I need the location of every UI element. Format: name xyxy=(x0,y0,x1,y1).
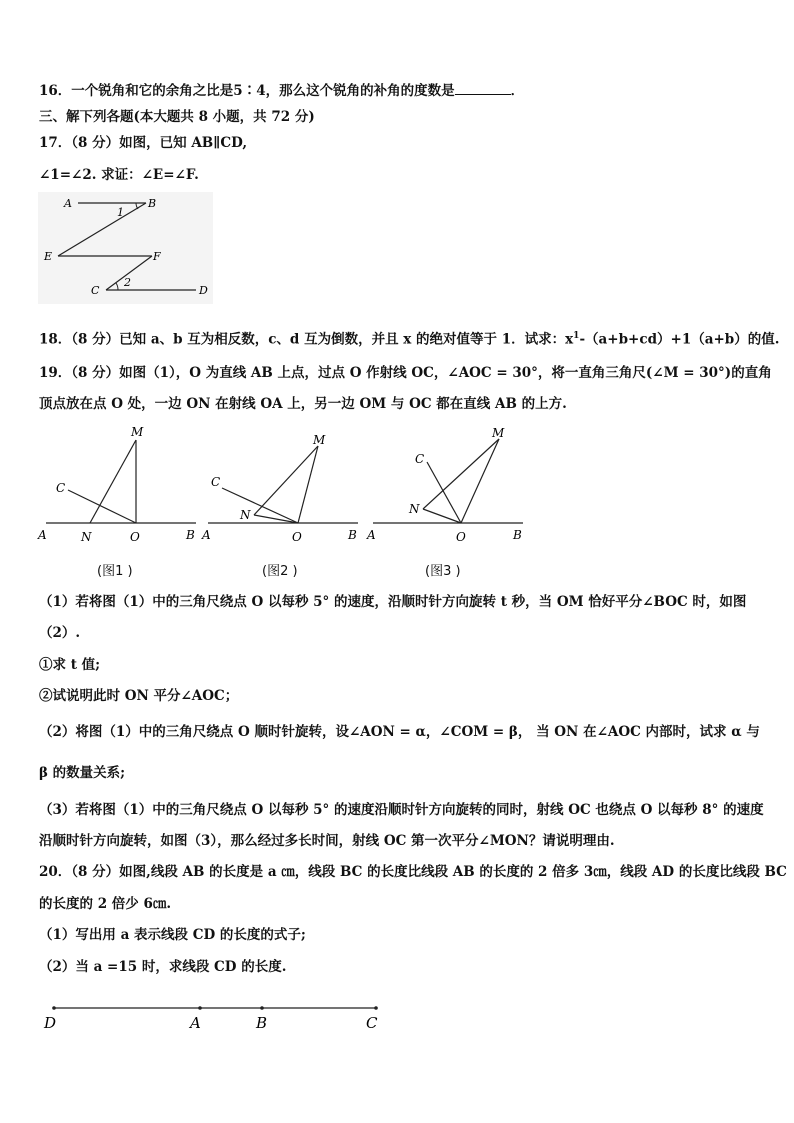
question-18 xyxy=(39,327,779,349)
question-16 xyxy=(39,82,524,100)
question-20-part1: （1）写出用 a 表示线段 CD 的长度的式子; xyxy=(39,927,306,943)
fig1-label-B: B xyxy=(186,528,195,542)
answer-blank xyxy=(455,82,511,95)
caption-fig3: (图3 ) xyxy=(425,564,461,579)
caption-fig2: (图2 ) xyxy=(262,564,298,579)
section-heading: 三、解下列各题(本大题共 8 小题，共 72 分) xyxy=(39,109,315,125)
question-17-line2: ∠1=∠2. 求证：∠E=∠F. xyxy=(39,167,199,183)
question-16-period: ． xyxy=(510,83,525,99)
fig20-label-C: C xyxy=(366,1014,378,1032)
fig2-label-B: B xyxy=(348,528,357,542)
figure-19-2 xyxy=(200,422,370,547)
question-20-part2: （2）当 a =15 时，求线段 CD 的长度. xyxy=(39,959,287,975)
question-19-line2: 顶点放在点 O 处，一边 ON 在射线 OA 上，另一边 OM 与 OC 都在直线 AB 的上方. xyxy=(39,396,567,412)
fig2-label-N: N xyxy=(240,508,251,522)
question-16-number: 16． xyxy=(39,83,72,99)
fig3-label-N: N xyxy=(409,502,420,516)
question-18-text: 18．（8 分）已知 a、b 互为相反数，c、d 互为倒数，并且 x 的绝对值等于 1．试求：x xyxy=(39,331,574,348)
question-19-part1-b: ②试说明此时 ON 平分∠AOC； xyxy=(39,688,239,704)
caption-fig1: (图1 ) xyxy=(97,564,133,579)
question-17-line1: 17．（8 分）如图，已知 AB∥CD, xyxy=(39,135,248,151)
fig3-label-A: A xyxy=(367,528,376,542)
figure-17 xyxy=(38,192,213,304)
fig3-label-M: M xyxy=(492,426,505,440)
fig3-label-B: B xyxy=(513,528,522,542)
fig17-label-C: C xyxy=(91,284,100,297)
fig3-label-C: C xyxy=(415,452,425,466)
fig20-label-A: A xyxy=(190,1014,201,1032)
question-16-text: 一个锐角和它的余角之比是5∶4，那么这个锐角的补角的度数是 xyxy=(71,83,455,99)
fig17-label-D: D xyxy=(199,284,208,297)
fig20-label-B: B xyxy=(256,1014,268,1032)
fig2-label-C: C xyxy=(211,475,221,489)
fig17-label-angle2: 2 xyxy=(124,276,131,289)
fig1-label-A: A xyxy=(38,528,47,542)
fig3-label-O: O xyxy=(456,530,466,544)
question-19-part2-line1: （2）将图（1）中的三角尺绕点 O 顺时针旋转，设∠AON = α，∠COM = β， 当 ON 在∠AOC 内部时，试求 α 与 xyxy=(39,724,760,740)
fig1-label-N: N xyxy=(81,530,92,544)
question-20-line2: 的长度的 2 倍少 6㎝. xyxy=(39,896,172,912)
question-19-part1-line1: （1）若将图（1）中的三角尺绕点 O 以每秒 5° 的速度，沿顺时针方向旋转 t 秒，当 OM 恰好平分∠BOC 时，如图 xyxy=(39,594,747,610)
fig17-label-E: E xyxy=(44,250,53,263)
fig17-label-angle1: 1 xyxy=(117,206,124,219)
question-19-part2-line2: β 的数量关系; xyxy=(39,765,126,781)
fig20-label-D: D xyxy=(44,1014,57,1032)
fig1-label-M: M xyxy=(131,425,144,439)
fig1-label-O: O xyxy=(130,530,140,544)
fig17-label-B: B xyxy=(148,197,157,210)
question-20-line1: 20．（8 分）如图,线段 AB 的长度是 a ㎝，线段 BC 的长度比线段 AB 的长度的 2 倍多 3㎝，线段 AD 的长度比线段 BC xyxy=(39,864,787,880)
fig2-label-O: O xyxy=(292,530,302,544)
question-19-part3-line2: 沿顺时针方向旋转，如图（3），那么经过多长时间，射线 OC 第一次平分∠MON？请说明理由. xyxy=(39,833,615,849)
figure-19-1 xyxy=(34,422,204,547)
figure-19-3 xyxy=(365,422,535,547)
fig1-label-C: C xyxy=(56,481,66,495)
fig2-label-A: A xyxy=(202,528,211,542)
question-19-part1-line2: （2）. xyxy=(39,625,81,641)
fig2-label-M: M xyxy=(313,433,326,447)
question-18-exponent: 1 xyxy=(573,331,580,341)
figure-20 xyxy=(38,998,388,1034)
question-19-line1: 19．（8 分）如图（1），O 为直线 AB 上点，过点 O 作射线 OC，∠AOC = 30°，将一直角三角尺(∠M = 30°)的直角 xyxy=(39,365,772,381)
fig17-label-A: A xyxy=(64,197,72,210)
question-19-part3-line1: （3）若将图（1）中的三角尺绕点 O 以每秒 5° 的速度沿顺时针方向旋转的同时，射线 OC 也绕点 O 以每秒 8° 的速度 xyxy=(39,802,764,818)
fig17-label-F: F xyxy=(153,250,161,263)
question-19-part1-a: ①求 t 值; xyxy=(39,657,101,673)
question-18-text-after: -（a+b+cd）+1（a+b）的值. xyxy=(579,331,780,348)
